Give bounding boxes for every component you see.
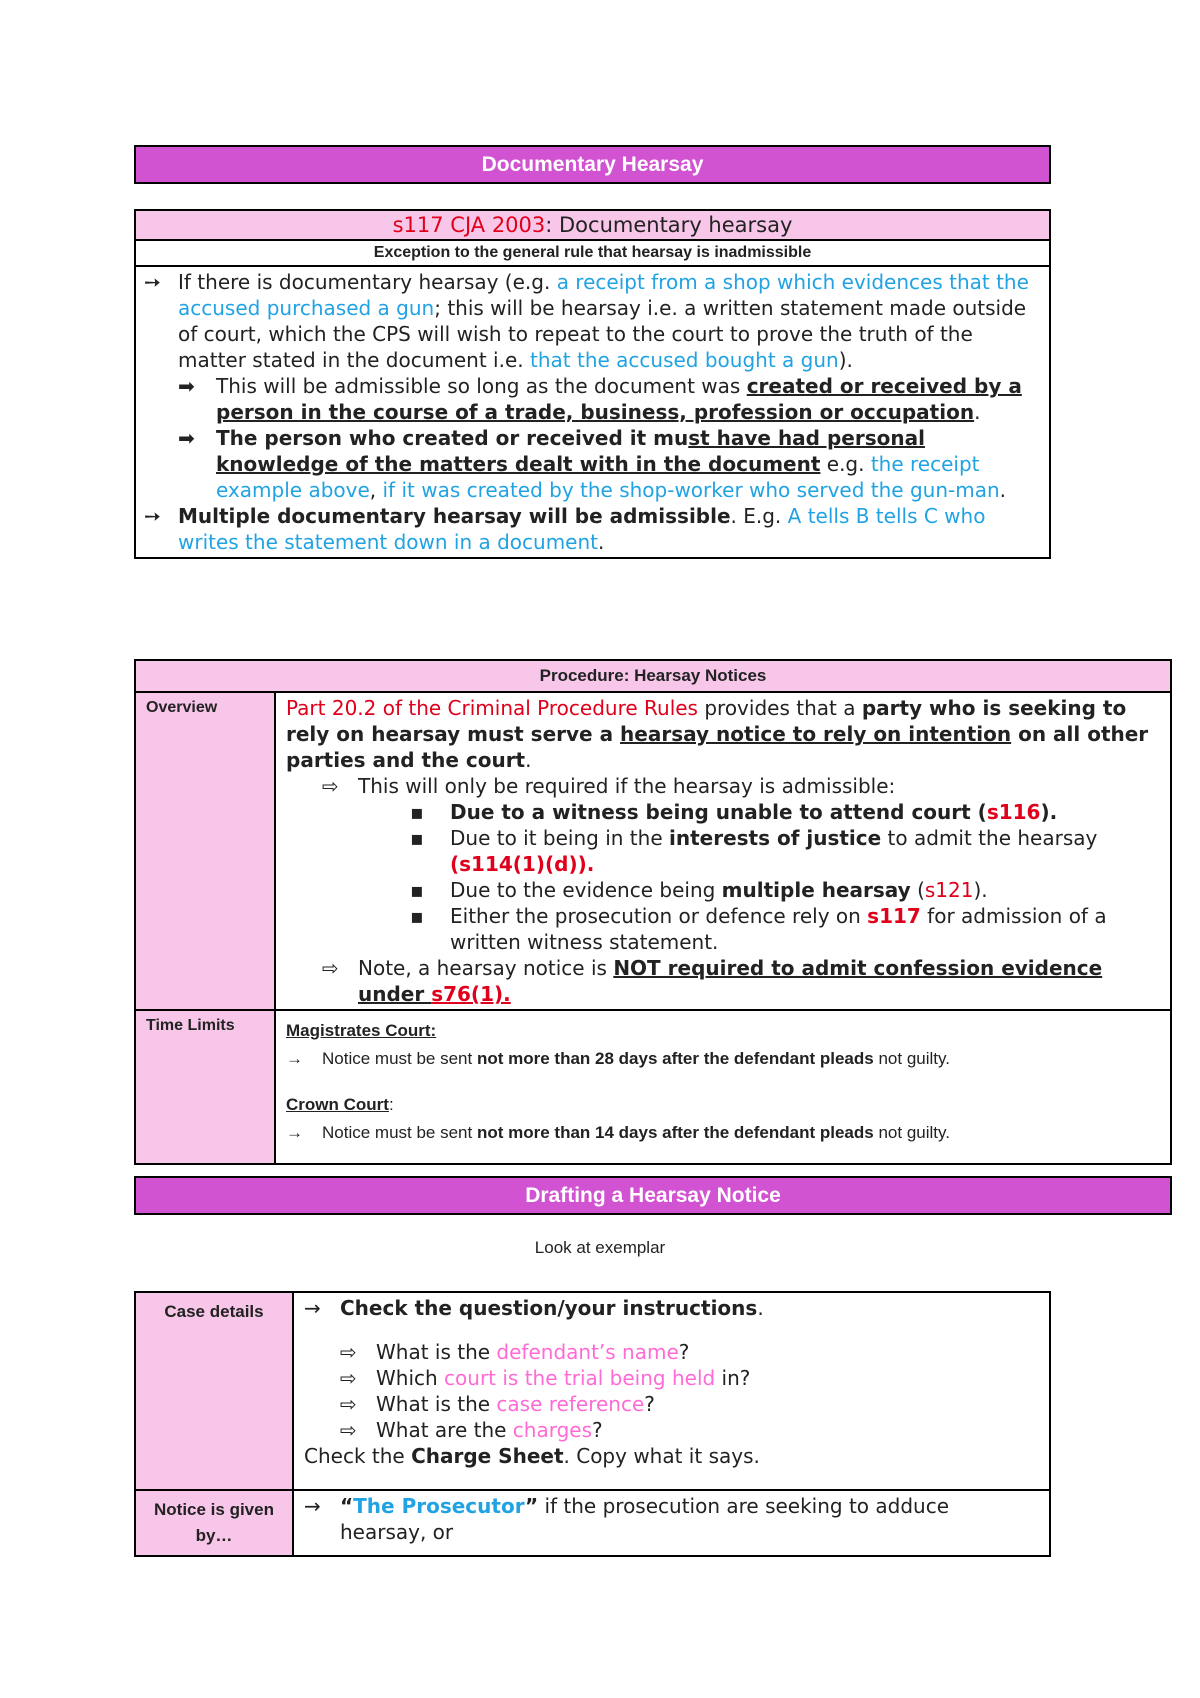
procedure-table: [134, 659, 1172, 1165]
square-bullet-icon: ▪: [410, 904, 424, 928]
s117-subpoint-1: ➡ This will be admissible so long as the document was created or received by a person in the course of a trade, business, profession or occupation.: [178, 374, 1022, 424]
time-limits-content: [275, 1010, 1171, 1164]
charge-sheet-instruction: Check the Charge Sheet. Copy what it says.: [304, 1444, 760, 1468]
fat-arrow-icon: ➡: [178, 426, 195, 450]
requirement-bullet-1: ▪ Due to a witness being unable to attend court (s116).: [410, 800, 1058, 824]
prosecutor-option: → “The Prosecutor” if the prosecution are seeking to adduce hearsay, or: [304, 1494, 950, 1544]
exemplar-note: Look at exemplar: [534, 1238, 666, 1257]
case-details-label: Case details: [135, 1292, 293, 1490]
magistrates-label: Magistrates Court:: [286, 1021, 437, 1040]
thin-arrow-icon: →: [304, 1494, 321, 1518]
overview-content: [275, 692, 1171, 1010]
thin-arrow-icon: →: [286, 1049, 303, 1068]
question-court: ⇨ Which court is the trial being held in?: [340, 1366, 751, 1390]
time-limits-label: Time Limits: [135, 1010, 275, 1164]
check-instructions: → Check the question/your instructions.: [304, 1296, 764, 1320]
overview-paragraph: Part 20.2 of the Criminal Procedure Rules provides that a party who is seeking to rely on hearsay must serve a hearsay notice to rely on intention on all other parties and the court.: [286, 696, 1149, 772]
notice-given-label: Notice is given by…: [135, 1490, 293, 1556]
crown-label: Crown Court:: [286, 1095, 394, 1114]
square-bullet-icon: ▪: [410, 826, 424, 850]
requirement-bullet-2: ▪ Due to it being in the interests of justice to admit the hearsay (s114(1)(d)).: [410, 826, 1098, 876]
confession-note: ⇨ Note, a hearsay notice is NOT required to admit confession evidence under s76(1).: [322, 956, 1103, 1006]
requirement-bullet-3: ▪ Due to the evidence being multiple hearsay (s121).: [410, 878, 988, 902]
crown-limit: → Notice must be sent not more than 14 days after the defendant pleads not guilty.: [286, 1121, 1160, 1145]
question-charges: ⇨ What are the charges?: [340, 1418, 603, 1442]
s117-heading-rest: : Documentary hearsay: [545, 213, 793, 237]
notice-given-content: [293, 1490, 1050, 1556]
case-details-content: [293, 1292, 1050, 1490]
thin-arrow-icon: →: [304, 1296, 321, 1320]
question-reference: ⇨ What is the case reference?: [340, 1392, 655, 1416]
section-title-documentary-hearsay: Documentary Hearsay: [134, 145, 1051, 184]
thin-arrow-icon: →: [286, 1123, 303, 1142]
requirement-bullet-4: ▪ Either the prosecution or defence rely on s117 for admission of a written witness statement.: [410, 904, 1107, 954]
bold-arrow-icon: ➙: [144, 504, 161, 528]
magistrates-limit: → Notice must be sent not more than 28 days after the defendant pleads not guilty.: [286, 1047, 1160, 1071]
hollow-arrow-icon: ⇨: [340, 1392, 357, 1416]
overview-label: Overview: [135, 692, 275, 1010]
s117-heading: [135, 210, 1050, 240]
hollow-arrow-icon: ⇨: [322, 774, 339, 798]
requirement-intro: ⇨ This will only be required if the hearsay is admissible:: [322, 774, 896, 798]
s117-body: [135, 266, 1050, 558]
s117-subheading: Exception to the general rule that hearsay is inadmissible: [135, 240, 1050, 266]
procedure-header: Procedure: Hearsay Notices: [135, 660, 1171, 692]
hollow-arrow-icon: ⇨: [322, 956, 339, 980]
section-title-drafting: Drafting a Hearsay Notice: [134, 1176, 1172, 1215]
fat-arrow-icon: ➡: [178, 374, 195, 398]
s117-point-2: ➙ Multiple documentary hearsay will be admissible. E.g. A tells B tells C who writes the statement down in a document.: [144, 504, 986, 554]
s117-ref: s117 CJA 2003: [392, 213, 546, 237]
hollow-arrow-icon: ⇨: [340, 1366, 357, 1390]
square-bullet-icon: ▪: [410, 800, 424, 824]
hollow-arrow-icon: ⇨: [340, 1418, 357, 1442]
question-defendant: ⇨ What is the defendant’s name?: [340, 1340, 690, 1364]
s117-table: [134, 209, 1051, 559]
s117-subpoint-2: ➡ The person who created or received it must have had personal knowledge of the matters dealt with in the document e.g. the receipt example above, if it was created by the shop-worker who served the gun-man.: [178, 426, 1007, 502]
square-bullet-icon: ▪: [410, 878, 424, 902]
s117-point-1: ➙ If there is documentary hearsay (e.g. a receipt from a shop which evidences that the accused purchased a gun; this will be hearsay i.e. a written statement made outside of court, which the CPS will wish to repeat to the court to prove the truth of the matter stated in the document i.e. that the accused bought a gun).: [144, 270, 1029, 372]
bold-arrow-icon: ➙: [144, 270, 161, 294]
drafting-table: [134, 1291, 1051, 1557]
hollow-arrow-icon: ⇨: [340, 1340, 357, 1364]
